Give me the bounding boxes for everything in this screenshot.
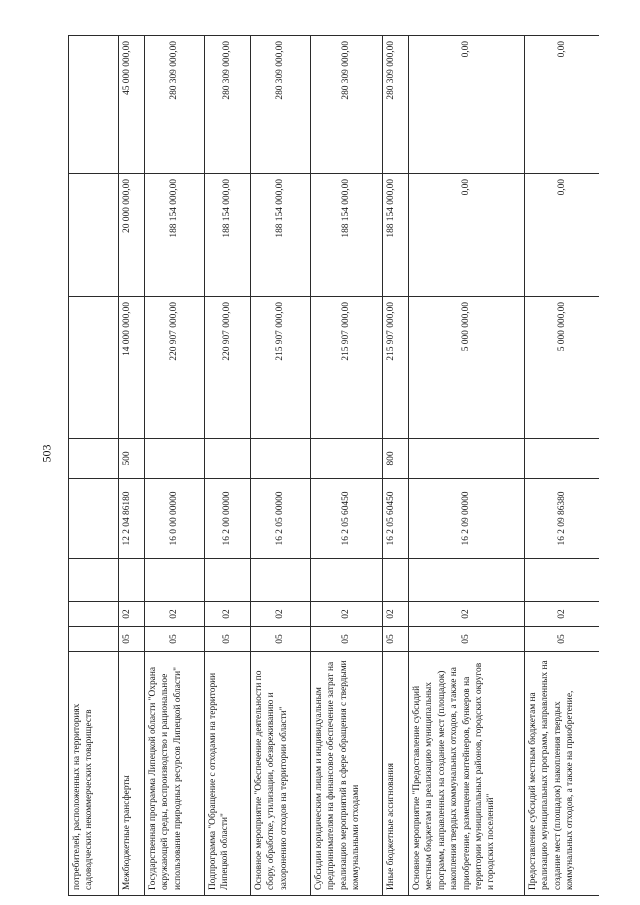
cell-year2: 0,00 xyxy=(409,174,525,297)
cell-year2: 20 000 000,00 xyxy=(119,174,145,297)
table-row xyxy=(383,36,409,896)
cell-vr xyxy=(145,439,205,479)
cell-year2: 188 154 000,00 xyxy=(205,174,251,297)
cell-year2: 188 154 000,00 xyxy=(251,174,311,297)
cell-gr: 05 xyxy=(119,627,145,652)
cell-year2: 188 154 000,00 xyxy=(311,174,383,297)
cell-pr xyxy=(145,559,205,602)
cell-gr: 05 xyxy=(205,627,251,652)
cell-gr xyxy=(69,627,119,652)
cell-year2: 188 154 000,00 xyxy=(383,174,409,297)
cell-vr xyxy=(409,439,525,479)
table-row xyxy=(119,36,145,896)
cell-vr xyxy=(525,439,599,479)
budget-table-rotated xyxy=(68,36,599,896)
row-name: Государственная программа Липецкой области "Охрана окружающей среды, воспроизводство и рациональное использование природных ресурсов Липецкой области" xyxy=(145,652,205,896)
cell-pr xyxy=(409,559,525,602)
cell-year1: 215 907 000,00 xyxy=(251,297,311,439)
cell-vr xyxy=(251,439,311,479)
table-row xyxy=(251,36,311,896)
cell-csr: 16 2 05 60450 xyxy=(311,479,383,559)
cell-year3 xyxy=(69,36,119,174)
budget-table xyxy=(68,35,599,896)
table-row xyxy=(205,36,251,896)
row-name: Основное мероприятие "Обеспечение деятельности по сбору, обработке, утилизации, обезвреживанию и захоронению отходов на территории области" xyxy=(251,652,311,896)
cell-year3: 280 309 000,00 xyxy=(383,36,409,174)
cell-pr xyxy=(119,559,145,602)
cell-rz: 02 xyxy=(119,602,145,627)
cell-pr xyxy=(311,559,383,602)
cell-pr xyxy=(525,559,599,602)
cell-gr: 05 xyxy=(311,627,383,652)
cell-csr: 16 2 09 00000 xyxy=(409,479,525,559)
table-row xyxy=(409,36,525,896)
cell-csr xyxy=(69,479,119,559)
table-row xyxy=(145,36,205,896)
cell-year3: 280 309 000,00 xyxy=(251,36,311,174)
cell-year1: 220 907 000,00 xyxy=(145,297,205,439)
page-number: 503 xyxy=(39,444,54,463)
cell-pr xyxy=(251,559,311,602)
cell-year1: 5 000 000,00 xyxy=(409,297,525,439)
cell-gr: 05 xyxy=(145,627,205,652)
cell-year3: 0,00 xyxy=(525,36,599,174)
cell-year3: 0,00 xyxy=(409,36,525,174)
cell-csr: 16 2 05 00000 xyxy=(251,479,311,559)
cell-vr: 500 xyxy=(119,439,145,479)
cell-vr xyxy=(311,439,383,479)
cell-rz: 02 xyxy=(145,602,205,627)
table-row xyxy=(69,36,119,896)
cell-year3: 280 309 000,00 xyxy=(311,36,383,174)
cell-year1 xyxy=(69,297,119,439)
cell-vr: 800 xyxy=(383,439,409,479)
cell-pr xyxy=(69,559,119,602)
cell-rz: 02 xyxy=(311,602,383,627)
cell-year2: 188 154 000,00 xyxy=(145,174,205,297)
cell-rz: 02 xyxy=(205,602,251,627)
cell-pr xyxy=(383,559,409,602)
cell-csr: 16 0 00 00000 xyxy=(145,479,205,559)
row-name: Подпрограмма "Обращение с отходами на территории Липецкой области" xyxy=(205,652,251,896)
cell-rz: 02 xyxy=(525,602,599,627)
table-row xyxy=(311,36,383,896)
cell-rz: 02 xyxy=(383,602,409,627)
cell-year1: 215 907 000,00 xyxy=(383,297,409,439)
cell-year1: 215 907 000,00 xyxy=(311,297,383,439)
cell-rz: 02 xyxy=(409,602,525,627)
cell-year2 xyxy=(69,174,119,297)
row-name: Иные бюджетные ассигнования xyxy=(383,652,409,896)
cell-gr: 05 xyxy=(383,627,409,652)
row-name: Межбюджетные трансферты xyxy=(119,652,145,896)
cell-csr: 16 2 00 00000 xyxy=(205,479,251,559)
cell-csr: 16 2 05 60450 xyxy=(383,479,409,559)
cell-year3: 45 000 000,00 xyxy=(119,36,145,174)
row-name: Основное мероприятие "Предоставление субсидий местным бюджетам на реализацию муниципальных программ, направленных на создание мест (площадок) накопления твердых коммунальных отходов, а также на приобретение, размещение контейнеров, бункеров на территории муниципальных районов, городских округов и городских поселений" xyxy=(409,652,525,896)
cell-rz: 02 xyxy=(251,602,311,627)
cell-year1: 14 000 000,00 xyxy=(119,297,145,439)
cell-pr xyxy=(205,559,251,602)
row-name: потребителей, расположенных на территориях садоводческих некоммерческих товариществ xyxy=(69,652,119,896)
cell-vr xyxy=(205,439,251,479)
cell-year2: 0,00 xyxy=(525,174,599,297)
cell-year3: 280 309 000,00 xyxy=(145,36,205,174)
cell-gr: 05 xyxy=(525,627,599,652)
cell-gr: 05 xyxy=(409,627,525,652)
cell-vr xyxy=(69,439,119,479)
table-row xyxy=(525,36,599,896)
cell-csr: 16 2 09 86380 xyxy=(525,479,599,559)
cell-gr: 05 xyxy=(251,627,311,652)
row-name: Предоставление субсидий местным бюджетам на реализацию муниципальных программ, направленных на создание мест (площадок) накопления твердых коммунальных отходов, а также на приобретение, xyxy=(525,652,599,896)
cell-rz xyxy=(69,602,119,627)
cell-year1: 220 907 000,00 xyxy=(205,297,251,439)
row-name: Субсидии юридическим лицам и индивидуальным предпринимателям на финансовое обеспечение затрат на реализацию мероприятий в сфере обращения с твердыми коммунальными отходами xyxy=(311,652,383,896)
cell-year1: 5 000 000,00 xyxy=(525,297,599,439)
cell-year3: 280 309 000,00 xyxy=(205,36,251,174)
cell-csr: 12 2 04 86180 xyxy=(119,479,145,559)
